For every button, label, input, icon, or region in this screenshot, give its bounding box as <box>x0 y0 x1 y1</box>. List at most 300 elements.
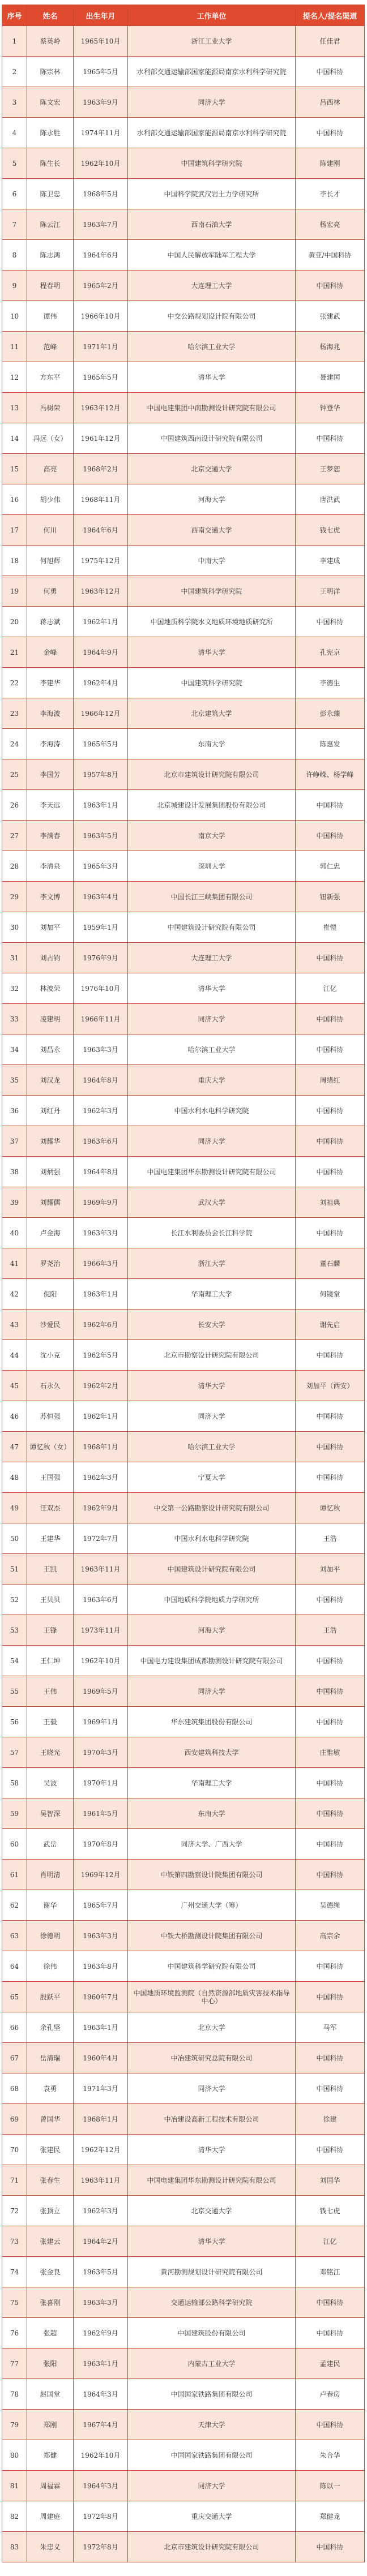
cell-birth: 1962年9月 <box>74 1493 128 1523</box>
cell-nominator: 任佳君 <box>296 26 365 57</box>
table-row <box>2 1126 365 1157</box>
cell-birth: 1972年7月 <box>74 1523 128 1554</box>
cell-name: 胡少伟 <box>27 484 74 515</box>
cell-nominator: 中国科协 <box>296 1585 365 1615</box>
cell-name: 李海涛 <box>27 729 74 759</box>
cell-work: 中铁大桥勘测设计院集团有限公司 <box>128 1921 296 1951</box>
cell-work: 水利部交通运输部国家能源局南京水利科学研究院 <box>128 118 296 148</box>
cell-birth: 1962年1月 <box>74 1401 128 1432</box>
cell-no: 25 <box>2 759 27 790</box>
cell-nominator: 张建武 <box>296 301 365 332</box>
cell-nominator: 崔愷 <box>296 912 365 943</box>
cell-no: 29 <box>2 882 27 912</box>
cell-birth: 1964年8月 <box>74 1157 128 1187</box>
cell-name: 刘昌永 <box>27 1034 74 1065</box>
cell-birth: 1962年10月 <box>74 148 128 179</box>
table-row <box>2 2349 365 2379</box>
cell-name: 刘占钧 <box>27 943 74 973</box>
cell-no: 11 <box>2 332 27 362</box>
cell-nominator: 吴德绳 <box>296 1890 365 1921</box>
table-row <box>2 332 365 362</box>
cell-birth: 1963年3月 <box>74 1034 128 1065</box>
table-row <box>2 209 365 240</box>
table-row <box>2 1065 365 1096</box>
table-row <box>2 912 365 943</box>
cell-birth: 1960年4月 <box>74 2043 128 2073</box>
cell-birth: 1975年12月 <box>74 546 128 576</box>
cell-nominator: 中国科协 <box>296 790 365 821</box>
cell-no: 59 <box>2 1798 27 1829</box>
cell-birth: 1962年9月 <box>74 2318 128 2349</box>
table-row <box>2 2073 365 2104</box>
cell-name: 谢华 <box>27 1890 74 1921</box>
table-row <box>2 1676 365 1707</box>
cell-name: 沙爱民 <box>27 1310 74 1340</box>
cell-no: 4 <box>2 118 27 148</box>
cell-work: 北京市建筑设计研究院有限公司 <box>128 2532 296 2562</box>
cell-birth: 1963年6月 <box>74 1126 128 1157</box>
table-row <box>2 1707 365 1737</box>
cell-no: 72 <box>2 2196 27 2226</box>
cell-work: 重庆交通大学 <box>128 2501 296 2532</box>
table-body <box>2 26 365 2562</box>
cell-name: 曾国华 <box>27 2104 74 2135</box>
cell-work: 哈尔滨工业大学 <box>128 1432 296 1462</box>
cell-work: 中铁第四勘察设计院集团有限公司 <box>128 1860 296 1890</box>
cell-no: 45 <box>2 1371 27 1401</box>
cell-name: 何旭辉 <box>27 546 74 576</box>
cell-nominator: 中国科协 <box>296 821 365 851</box>
cell-nominator: 中国科协 <box>296 1829 365 1860</box>
table-row <box>2 1615 365 1646</box>
cell-work: 内蒙古工业大学 <box>128 2349 296 2379</box>
cell-no: 6 <box>2 179 27 209</box>
table-row <box>2 2196 365 2226</box>
cell-birth: 1963年1月 <box>74 790 128 821</box>
header-work: 工作单位 <box>128 5 296 26</box>
cell-no: 57 <box>2 1737 27 1768</box>
cell-no: 40 <box>2 1218 27 1248</box>
cell-birth: 1971年3月 <box>74 2073 128 2104</box>
cell-nominator: 朱合华 <box>296 2440 365 2471</box>
cell-nominator: 谢先启 <box>296 1310 365 1340</box>
cell-nominator: 中国科协 <box>296 1676 365 1707</box>
table-row <box>2 2318 365 2349</box>
cell-name: 张春生 <box>27 2165 74 2196</box>
cell-work: 水利部交通运输部国家能源局南京水利科学研究院 <box>128 57 296 87</box>
table-row <box>2 2501 365 2532</box>
cell-nominator: 中国科协 <box>296 1646 365 1676</box>
cell-name: 吴波 <box>27 1768 74 1798</box>
cell-no: 18 <box>2 546 27 576</box>
cell-name: 何勇 <box>27 576 74 607</box>
cell-no: 19 <box>2 576 27 607</box>
cell-name: 张喜刚 <box>27 2287 74 2318</box>
cell-nominator: 中国科协 <box>296 1034 365 1065</box>
cell-name: 卢金海 <box>27 1218 74 1248</box>
cell-no: 44 <box>2 1340 27 1371</box>
cell-name: 陈志鸿 <box>27 240 74 271</box>
table-row <box>2 484 365 515</box>
table-row <box>2 729 365 759</box>
cell-no: 37 <box>2 1126 27 1157</box>
table-row <box>2 240 365 271</box>
cell-nominator: 中国科协 <box>296 1218 365 1248</box>
cell-no: 38 <box>2 1157 27 1187</box>
table-row <box>2 1218 365 1248</box>
cell-birth: 1962年4月 <box>74 668 128 698</box>
cell-name: 苏恒强 <box>27 1401 74 1432</box>
table-row <box>2 1034 365 1065</box>
cell-birth: 1972年8月 <box>74 2532 128 2562</box>
cell-no: 78 <box>2 2379 27 2410</box>
cell-nominator: 中国科协 <box>296 1982 365 2012</box>
cell-nominator: 中国科协 <box>296 2287 365 2318</box>
cell-birth: 1965年5月 <box>74 57 128 87</box>
cell-birth: 1965年10月 <box>74 26 128 57</box>
cell-work: 同济大学 <box>128 2073 296 2104</box>
cell-work: 中国国家铁路集团有限公司 <box>128 2379 296 2410</box>
cell-work: 长江水利委员会长江科学院 <box>128 1218 296 1248</box>
cell-work: 同济大学 <box>128 1676 296 1707</box>
table-row <box>2 1371 365 1401</box>
cell-no: 60 <box>2 1829 27 1860</box>
cell-work: 中国建筑科学研究院 <box>128 668 296 698</box>
cell-name: 郑健 <box>27 2440 74 2471</box>
cell-nominator: 郭仁忠 <box>296 851 365 882</box>
cell-work: 南京大学 <box>128 821 296 851</box>
nominee-table-container <box>2 5 364 2562</box>
cell-no: 9 <box>2 271 27 301</box>
cell-birth: 1963年12月 <box>74 393 128 423</box>
table-row <box>2 1860 365 1890</box>
cell-work: 中国建筑科学研究院 <box>128 148 296 179</box>
cell-no: 80 <box>2 2440 27 2471</box>
table-row <box>2 87 365 118</box>
cell-work: 同济大学 <box>128 1126 296 1157</box>
cell-birth: 1960年7月 <box>74 1982 128 2012</box>
cell-name: 张金良 <box>27 2257 74 2287</box>
cell-no: 14 <box>2 423 27 454</box>
cell-birth: 1967年4月 <box>74 2410 128 2440</box>
cell-name: 李文博 <box>27 882 74 912</box>
cell-work: 北京建筑大学 <box>128 698 296 729</box>
cell-birth: 1963年3月 <box>74 1921 128 1951</box>
cell-work: 清华大学 <box>128 2135 296 2165</box>
cell-nominator: 谭忆秋 <box>296 1493 365 1523</box>
cell-name: 程春明 <box>27 271 74 301</box>
table-row <box>2 1462 365 1493</box>
cell-name: 王晓光 <box>27 1737 74 1768</box>
table-row <box>2 943 365 973</box>
cell-nominator: 中国科协 <box>296 2135 365 2165</box>
table-row <box>2 1890 365 1921</box>
table-row <box>2 2165 365 2196</box>
cell-nominator: 马军 <box>296 2012 365 2043</box>
cell-no: 36 <box>2 1096 27 1126</box>
cell-no: 2 <box>2 57 27 87</box>
cell-name: 王伟 <box>27 1676 74 1707</box>
table-row <box>2 1768 365 1798</box>
cell-name: 武岳 <box>27 1829 74 1860</box>
cell-name: 林波荣 <box>27 973 74 1004</box>
cell-no: 51 <box>2 1554 27 1585</box>
cell-birth: 1964年9月 <box>74 637 128 668</box>
cell-nominator: 中国科协 <box>296 943 365 973</box>
cell-work: 同济大学 <box>128 2471 296 2501</box>
cell-nominator: 周绪红 <box>296 1065 365 1096</box>
table-row <box>2 759 365 790</box>
cell-work: 中国建筑西南设计研究院有限公司 <box>128 423 296 454</box>
cell-no: 31 <box>2 943 27 973</box>
cell-nominator: 中国科协 <box>296 1401 365 1432</box>
cell-no: 62 <box>2 1890 27 1921</box>
table-row <box>2 1951 365 1982</box>
cell-no: 58 <box>2 1768 27 1798</box>
header-name: 姓名 <box>27 5 74 26</box>
cell-work: 中国建筑科学研究院 <box>128 576 296 607</box>
cell-birth: 1963年1月 <box>74 2012 128 2043</box>
cell-name: 肖明清 <box>27 1860 74 1890</box>
cell-no: 3 <box>2 87 27 118</box>
cell-work: 同济大学 <box>128 1004 296 1034</box>
cell-nominator: 李德生 <box>296 668 365 698</box>
cell-birth: 1964年2月 <box>74 2226 128 2257</box>
table-row <box>2 2104 365 2135</box>
cell-name: 陈生长 <box>27 148 74 179</box>
cell-name: 张建云 <box>27 2226 74 2257</box>
table-row <box>2 1829 365 1860</box>
cell-birth: 1963年11月 <box>74 2165 128 2196</box>
cell-nominator: 中国科协 <box>296 2073 365 2104</box>
cell-nominator: 中国科协 <box>296 2532 365 2562</box>
cell-nominator: 中国科协 <box>296 2043 365 2073</box>
table-row <box>2 2471 365 2501</box>
table-row <box>2 148 365 179</box>
cell-birth: 1963年8月 <box>74 1951 128 1982</box>
cell-name: 张建民 <box>27 2135 74 2165</box>
table-row <box>2 393 365 423</box>
cell-nominator: 王浩 <box>296 1615 365 1646</box>
cell-name: 刘汉龙 <box>27 1065 74 1096</box>
cell-nominator: 郑健龙 <box>296 2501 365 2532</box>
cell-work: 浙江大学 <box>128 1248 296 1279</box>
cell-work: 中国水利水电科学研究院 <box>128 1523 296 1554</box>
cell-work: 同济大学 <box>128 1401 296 1432</box>
cell-nominator: 杨海兆 <box>296 332 365 362</box>
cell-no: 52 <box>2 1585 27 1615</box>
cell-work: 西南石油大学 <box>128 209 296 240</box>
cell-birth: 1969年9月 <box>74 1187 128 1218</box>
cell-birth: 1965年2月 <box>74 271 128 301</box>
cell-birth: 1968年5月 <box>74 179 128 209</box>
cell-birth: 1974年11月 <box>74 118 128 148</box>
cell-nominator: 中国科协 <box>296 1432 365 1462</box>
table-row <box>2 1493 365 1523</box>
cell-nominator: 中国科协 <box>296 423 365 454</box>
table-row <box>2 1982 365 2012</box>
cell-work: 武汉大学 <box>128 1187 296 1218</box>
cell-birth: 1968年1月 <box>74 1432 128 1462</box>
cell-nominator: 许峥嵘、杨学峰 <box>296 759 365 790</box>
cell-work: 北京大学 <box>128 2012 296 2043</box>
cell-birth: 1963年1月 <box>74 1279 128 1310</box>
cell-work: 北京城建设计发展集团股份有限公司 <box>128 790 296 821</box>
cell-nominator: 徐建 <box>296 2104 365 2135</box>
cell-birth: 1962年2月 <box>74 1371 128 1401</box>
cell-name: 岳清瑞 <box>27 2043 74 2073</box>
cell-work: 华南理工大学 <box>128 1279 296 1310</box>
cell-nominator: 彭永臻 <box>296 698 365 729</box>
table-row <box>2 1187 365 1218</box>
cell-work: 华南理工大学 <box>128 1768 296 1798</box>
cell-no: 63 <box>2 1921 27 1951</box>
table-row <box>2 271 365 301</box>
cell-birth: 1963年12月 <box>74 576 128 607</box>
cell-work: 中国建筑股份有限公司 <box>128 2318 296 2349</box>
cell-no: 24 <box>2 729 27 759</box>
cell-name: 王建华 <box>27 1523 74 1554</box>
table-row <box>2 2287 365 2318</box>
cell-nominator: 中国科协 <box>296 1707 365 1737</box>
cell-name: 王毅 <box>27 1707 74 1737</box>
cell-no: 42 <box>2 1279 27 1310</box>
cell-nominator: 陈惠发 <box>296 729 365 759</box>
nominee-table <box>2 5 365 2562</box>
table-row <box>2 851 365 882</box>
cell-birth: 1970年8月 <box>74 1829 128 1860</box>
cell-nominator: 钱七虎 <box>296 2196 365 2226</box>
cell-no: 77 <box>2 2349 27 2379</box>
cell-no: 56 <box>2 1707 27 1737</box>
table-row <box>2 26 365 57</box>
cell-no: 46 <box>2 1401 27 1432</box>
cell-nominator: 中国科协 <box>296 1462 365 1493</box>
cell-name: 何川 <box>27 515 74 546</box>
cell-no: 33 <box>2 1004 27 1034</box>
table-row <box>2 2043 365 2073</box>
cell-name: 李满春 <box>27 821 74 851</box>
cell-name: 沈小克 <box>27 1340 74 1371</box>
cell-nominator: 高宗余 <box>296 1921 365 1951</box>
cell-no: 75 <box>2 2287 27 2318</box>
cell-name: 凌建明 <box>27 1004 74 1034</box>
cell-no: 49 <box>2 1493 27 1523</box>
cell-work: 中国人民解放军陆军工程大学 <box>128 240 296 271</box>
cell-birth: 1963年5月 <box>74 2257 128 2287</box>
cell-name: 朱忠义 <box>27 2532 74 2562</box>
cell-work: 东南大学 <box>128 1798 296 1829</box>
cell-work: 中冶建筑研究总院有限公司 <box>128 2043 296 2073</box>
cell-nominator: 中国科协 <box>296 1096 365 1126</box>
cell-no: 32 <box>2 973 27 1004</box>
cell-work: 清华大学 <box>128 1371 296 1401</box>
table-row <box>2 2532 365 2562</box>
cell-no: 30 <box>2 912 27 943</box>
cell-no: 22 <box>2 668 27 698</box>
table-row <box>2 546 365 576</box>
table-row <box>2 1340 365 1371</box>
cell-work: 中国电力建设集团成都勘测设计研究院有限公司 <box>128 1646 296 1676</box>
cell-name: 方东平 <box>27 362 74 393</box>
cell-work: 大连理工大学 <box>128 943 296 973</box>
cell-birth: 1962年10月 <box>74 1646 128 1676</box>
cell-nominator: 何镜堂 <box>296 1279 365 1310</box>
cell-no: 54 <box>2 1646 27 1676</box>
cell-work: 哈尔滨工业大学 <box>128 1034 296 1065</box>
header-no: 序号 <box>2 5 27 26</box>
table-row <box>2 1096 365 1126</box>
table-row <box>2 1798 365 1829</box>
cell-no: 48 <box>2 1462 27 1493</box>
table-row <box>2 1310 365 1340</box>
cell-work: 中国建筑设计研究院有限公司 <box>128 912 296 943</box>
cell-work: 中国地质科学院地质力学研究所 <box>128 1585 296 1615</box>
cell-birth: 1976年9月 <box>74 943 128 973</box>
cell-birth: 1963年6月 <box>74 1585 128 1615</box>
cell-work: 中交第一公路勘察设计研究院有限公司 <box>128 1493 296 1523</box>
cell-nominator: 庄惟敏 <box>296 1737 365 1768</box>
cell-work: 北京市建筑设计研究院有限公司 <box>128 759 296 790</box>
cell-no: 55 <box>2 1676 27 1707</box>
table-row <box>2 607 365 637</box>
cell-birth: 1976年10月 <box>74 973 128 1004</box>
table-row <box>2 362 365 393</box>
cell-work: 中国地质环境监测院（自然资源部地质灾害技术指导中心） <box>128 1982 296 2012</box>
cell-name: 倪阳 <box>27 1279 74 1310</box>
table-row <box>2 515 365 546</box>
cell-work: 中国地质科学院水文地质环境地质研究所 <box>128 607 296 637</box>
cell-no: 74 <box>2 2257 27 2287</box>
cell-work: 清华大学 <box>128 362 296 393</box>
cell-birth: 1966年3月 <box>74 1248 128 1279</box>
cell-no: 61 <box>2 1860 27 1890</box>
cell-name: 石永久 <box>27 1371 74 1401</box>
cell-nominator: 刘加平 <box>296 1554 365 1585</box>
cell-work: 华东建筑集团股份有限公司 <box>128 1707 296 1737</box>
cell-no: 28 <box>2 851 27 882</box>
cell-work: 中国科学院武汉岩土力学研究所 <box>128 179 296 209</box>
cell-no: 68 <box>2 2073 27 2104</box>
cell-name: 陈宗林 <box>27 57 74 87</box>
cell-nominator: 中国科协 <box>296 271 365 301</box>
cell-nominator: 李长才 <box>296 179 365 209</box>
cell-nominator: 黄亚/中国科协 <box>296 240 365 271</box>
cell-nominator: 王浩 <box>296 1523 365 1554</box>
cell-birth: 1973年11月 <box>74 1615 128 1646</box>
cell-name: 谭伟 <box>27 301 74 332</box>
cell-nominator: 中国科协 <box>296 607 365 637</box>
cell-work: 中国电建集团华东勘测设计研究院有限公司 <box>128 2165 296 2196</box>
table-row <box>2 668 365 698</box>
cell-name: 王凯 <box>27 1554 74 1585</box>
table-row <box>2 2135 365 2165</box>
cell-work: 中国电建集团中南勘测设计研究院有限公司 <box>128 393 296 423</box>
cell-name: 李国芳 <box>27 759 74 790</box>
cell-work: 东南大学 <box>128 729 296 759</box>
cell-no: 23 <box>2 698 27 729</box>
cell-name: 张顶立 <box>27 2196 74 2226</box>
cell-name: 张阳 <box>27 2349 74 2379</box>
cell-birth: 1962年12月 <box>74 2135 128 2165</box>
cell-nominator: 中国科协 <box>296 118 365 148</box>
cell-nominator: 孟建民 <box>296 2349 365 2379</box>
table-row <box>2 2379 365 2410</box>
cell-name: 冯树荣 <box>27 393 74 423</box>
cell-work: 天津大学 <box>128 2410 296 2440</box>
cell-birth: 1962年3月 <box>74 1096 128 1126</box>
cell-no: 17 <box>2 515 27 546</box>
